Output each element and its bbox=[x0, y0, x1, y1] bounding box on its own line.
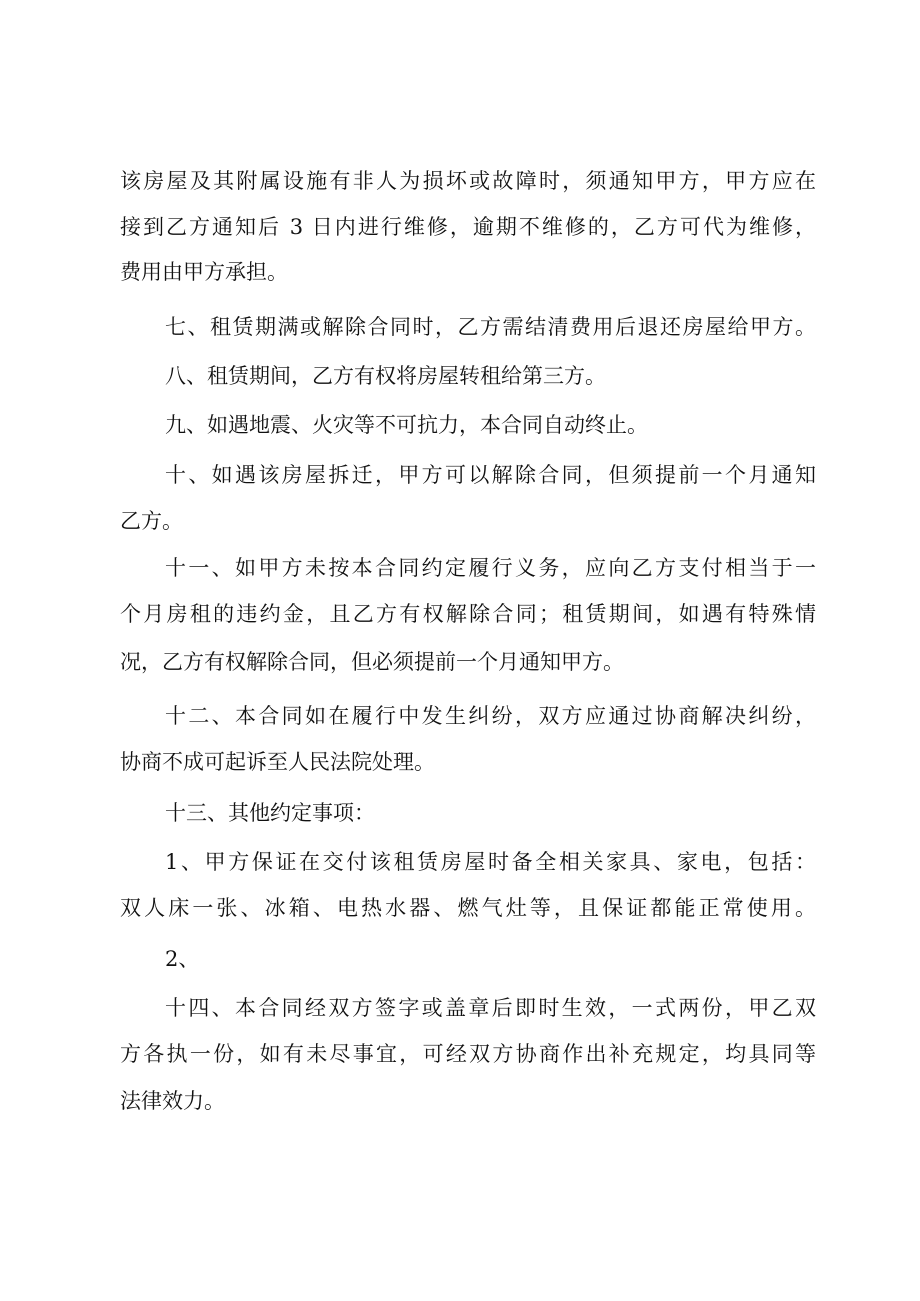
text-line: 十二、本合同如在履行中发生纠纷，双方应通过协商解决纠纷， bbox=[165, 704, 816, 728]
text-line: 十、如遇该房屋拆迁，甲方可以解除合同，但须提前一个月通知 bbox=[165, 463, 816, 487]
text-line: 接到乙方通知后 3 日内进行维修，逾期不维修的，乙方可代为维修， bbox=[120, 215, 816, 239]
text-line: 个月房租的违约金，且乙方有权解除合同；租赁期间，如遇有特殊情 bbox=[120, 602, 816, 626]
text-line: 法律效力。 bbox=[120, 1089, 225, 1113]
text-line: 七、租赁期满或解除合同时，乙方需结清费用后退还房屋给甲方。 bbox=[165, 315, 816, 339]
text-line: 十四、本合同经双方签字或盖章后即时生效，一式两份，甲乙双 bbox=[165, 996, 816, 1020]
text-line: 2、 bbox=[165, 947, 200, 971]
text-line: 九、如遇地震、火灾等不可抗力，本合同自动终止。 bbox=[165, 413, 648, 437]
text-line: 协商不成可起诉至人民法院处理。 bbox=[120, 750, 435, 774]
text-line: 该房屋及其附属设施有非人为损坏或故障时，须通知甲方，甲方应在 bbox=[120, 169, 816, 193]
text-line: 1、甲方保证在交付该租赁房屋时备全相关家具、家电，包括： bbox=[165, 850, 816, 874]
text-line: 十一、如甲方未按本合同约定履行义务，应向乙方支付相当于一 bbox=[165, 556, 816, 580]
text-line: 况，乙方有权解除合同，但必须提前一个月通知甲方。 bbox=[120, 650, 624, 674]
text-line: 双人床一张、冰箱、电热水器、燃气灶等，且保证都能正常使用。 bbox=[120, 896, 816, 920]
text-line: 方各执一份，如有未尽事宜，可经双方协商作出补充规定，均具同等 bbox=[120, 1042, 816, 1066]
text-line: 乙方。 bbox=[120, 509, 183, 533]
text-line: 八、租赁期间，乙方有权将房屋转租给第三方。 bbox=[165, 364, 606, 388]
text-line: 费用由甲方承担。 bbox=[120, 260, 288, 284]
text-line: 十三、其他约定事项： bbox=[165, 801, 375, 825]
